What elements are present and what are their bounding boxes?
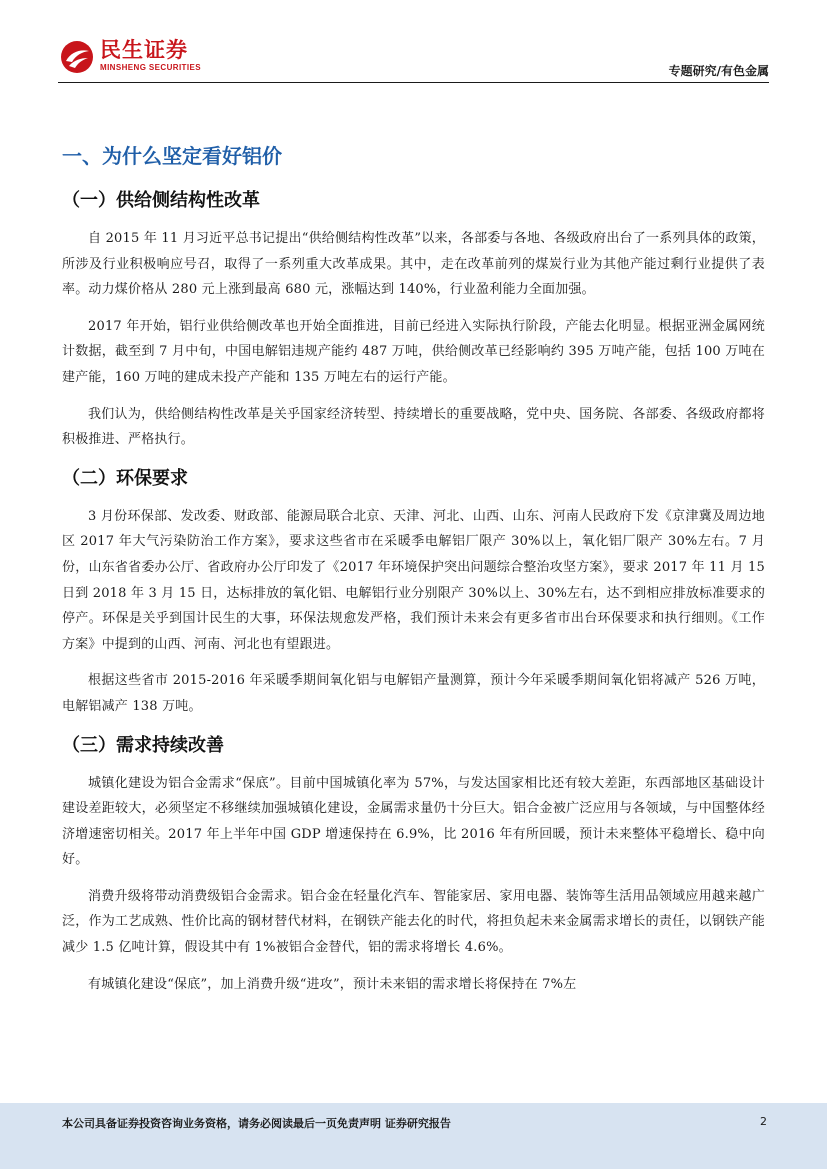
paragraph: 有城镇化建设“保底”，加上消费升级“进攻”，预计未来铝的需求增长将保持在 7%左 xyxy=(88,976,577,992)
report-type: 专题研究/有色金属 xyxy=(668,64,769,78)
brand-name xyxy=(100,38,201,73)
paragraph: 城镇化建设为铝合金需求“保底”。目前中国城镇化率为 57%，与发达国家相比还有较大差距，东西部地区基础设计建设差距较大，必须坚定不移继续加强城镇化建设，金属需求量仍十分巨大。铝合金被广泛应用与各领域，与中国整体经济增速密切相关。2017 年上半年中国 GDP 增速保持在 6.9%，比 2016 年有所回暖，预计未来整体平稳增长、稳中向好。 xyxy=(62,775,765,868)
paragraph: 3 月份环保部、发改委、财政部、能源局联合北京、天津、河北、山西、山东、河南人民政府下发《京津冀及周边地区 2017 年大气污染防治工作方案》，要求这些省市在采暖季电解铝厂限产 30%以上，氧化铝厂限产 30%左右。7 月份，山东省省委办公厅、省政府办公厅印发了《2017 年环境保护突出问题综合整治攻坚方案》，要求 2017 年 11 月 15 日到 2018 年 3 月 15 日，达标排放的氧化铝、电解铝行业分别限产 30%以上、30%左右，达不到相应排放标准要求的停产。环保是关乎到国计民生的大事，环保法规愈发严格，我们预计未来会有更多省市出台环保要求和执行细则。《工作方案》中提到的山西、河南、河北也有望跟进。 xyxy=(62,508,766,652)
paragraph: 自 2015 年 11 月习近平总书记提出“供给侧结构性改革”以来，各部委与各地、各级政府出台了一系列具体的政策，所涉及行业积极响应号召，取得了一系列重大改革成果。其中，走在改革前列的煤炭行业为其他产能过剩行业提供了表率。动力煤价格从 280 元上涨到最高 680 元，涨幅达到 140%，行业盈利能力全面加强。 xyxy=(62,231,765,298)
footer-disclaimer: 本公司具备证券投资咨询业务资格，请务必阅读最后一页免责声明 证券研究报告 xyxy=(62,1117,451,1130)
page-number: 2 xyxy=(760,1115,767,1128)
page-header xyxy=(0,0,827,90)
subsection-title-demand: （三）需求持续改善 xyxy=(62,734,224,756)
brand-name-cn: 民生证券 xyxy=(100,38,188,62)
paragraph: 根据这些省市 2015-2016 年采暖季期间氧化铝与电解铝产量测算，预计今年采暖季期间氧化铝将减产 526 万吨，电解铝减产 138 万吨。 xyxy=(62,673,765,714)
minsheng-logo-icon xyxy=(60,40,94,74)
paragraph: 消费升级将带动消费级铝合金需求。铝合金在轻量化汽车、智能家居、家用电器、装饰等生活用品领域应用越来越广泛，作为工艺成熟、性价比高的钢材替代材料，在钢铁产能去化的时代，将担负起未来金属需求增长的责任，以钢铁产能减少 1.5 亿吨计算，假设其中有 1%被铝合金替代，铝的需求将增长 4.6%。 xyxy=(62,888,765,956)
paragraph: 我们认为，供给侧结构性改革是关乎国家经济转型、持续增长的重要战略，党中央、国务院、各部委、各级政府都将积极推进、严格执行。 xyxy=(62,406,765,448)
page-footer xyxy=(0,1103,827,1169)
section-title: 一、为什么坚定看好铝价 xyxy=(62,144,282,168)
header-divider xyxy=(58,82,769,83)
main-content xyxy=(62,140,765,1008)
subsection-title-supply-reform: （一）供给侧结构性改革 xyxy=(62,190,260,211)
subsection-title-environmental: （二）环保要求 xyxy=(62,467,188,489)
paragraph: 2017 年开始，铝行业供给侧改革也开始全面推进，目前已经进入实际执行阶段，产能去化明显。根据亚洲金属网统计数据，截至到 7 月中旬，中国电解铝违规产能约 487 万吨，供给侧改革已经影响约 395 万吨产能，包括 100 万吨在建产能，160 万吨的建成未投产产能和 135 万吨左右的运行产能。 xyxy=(62,318,765,385)
brand-name-en: MINSHENG SECURITIES xyxy=(100,63,201,72)
